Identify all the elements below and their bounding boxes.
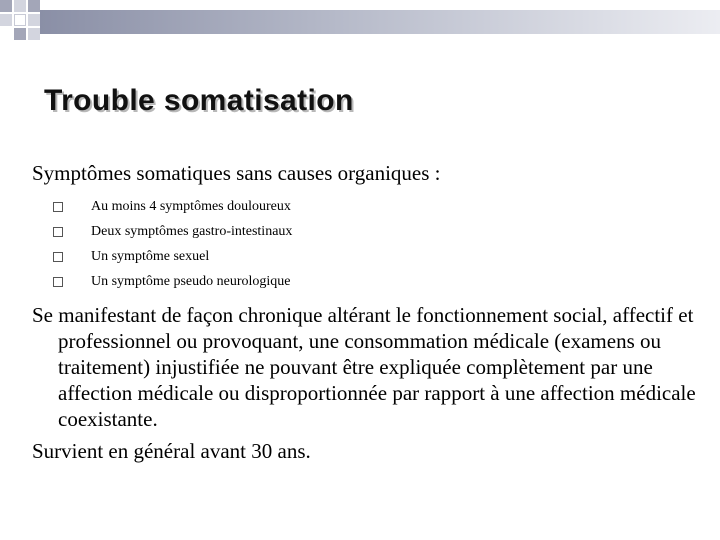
decor-square (0, 0, 12, 12)
list-item (32, 269, 702, 294)
checkbox-bullet-icon (53, 252, 63, 262)
header-gradient-bar (40, 10, 720, 34)
body-paragraph: Se manifestant de façon chronique altérant le fonctionnement social, affectif et professionnel ou provoquant, une consommation médicale (examens ou traitement) injustifiée ne pouvant être expliquée complètement par une affection médicale ou disproportionnée par rapport à une affection médicale coexistante. (32, 303, 696, 431)
decor-square (14, 0, 26, 12)
list-item-text: Un symptôme sexuel (91, 249, 210, 264)
checkbox-bullet-icon (53, 202, 63, 212)
decor-square (28, 14, 40, 26)
decor-square (0, 14, 12, 26)
list-item-text: Au moins 4 symptômes douloureux (91, 199, 291, 214)
slide-content (32, 160, 702, 464)
header-decoration (0, 0, 720, 48)
list-item (32, 244, 702, 269)
list-item-text: Un symptôme pseudo neurologique (91, 274, 291, 289)
decor-square (14, 14, 26, 26)
decor-square (28, 28, 40, 40)
checkbox-bullet-icon (53, 227, 63, 237)
footer-text: Survient en général avant 30 ans. (32, 439, 311, 463)
symptom-list (32, 194, 702, 294)
list-item-text: Deux symptômes gastro-intestinaux (91, 224, 293, 239)
slide-title: Trouble somatisation (44, 84, 354, 117)
decor-square (14, 28, 26, 40)
intro-text: Symptômes somatiques sans causes organiques : (32, 161, 441, 185)
list-item (32, 194, 702, 219)
decor-square (28, 0, 40, 12)
list-item (32, 219, 702, 244)
checkbox-bullet-icon (53, 277, 63, 287)
